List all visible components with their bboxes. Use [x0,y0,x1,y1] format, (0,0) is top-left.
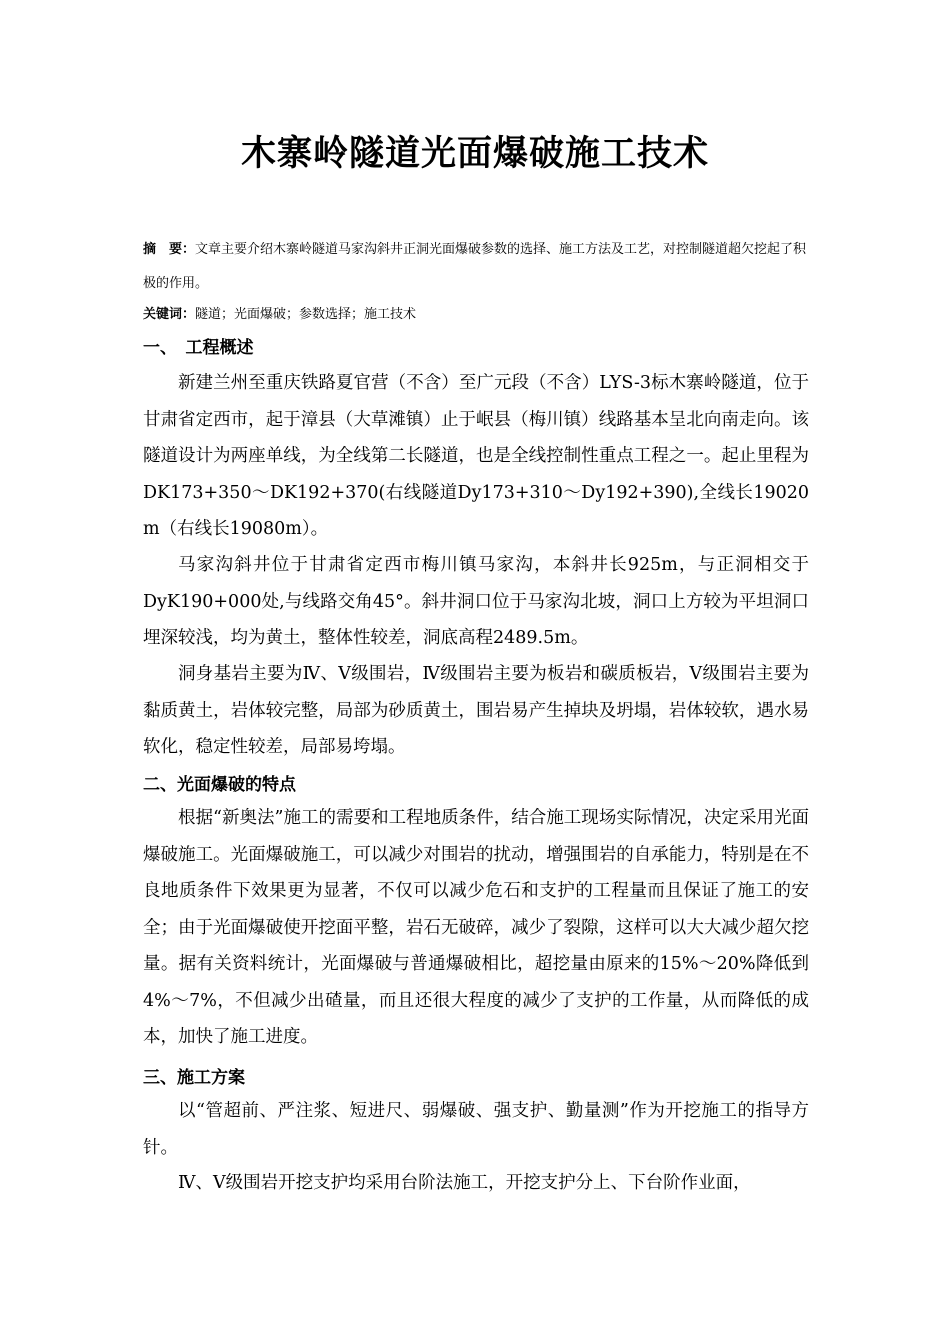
section-1-paragraph-2: 马家沟斜井位于甘肃省定西市梅川镇马家沟，本斜井长925m，与正洞相交于DyK190+000处,与线路交角45°。斜井洞口位于马家沟北坡，洞口上方较为平坦洞口埋深较浅，均为黄土，整体性较差，洞底高程2489.5m。 [143,555,809,648]
section-2-paragraph-1: 根据“新奥法”施工的需要和工程地质条件，结合施工现场实际情况，决定采用光面爆破施工。光面爆破施工，可以减少对围岩的扰动，增强围岩的自承能力，特别是在不良地质条件下效果更为显著，不仅可以减少危石和支护的工程量而且保证了施工的安全；由于光面爆破使开挖面平整，岩石无破碎，减少了裂隙，这样可以大大减少超欠挖量。据有关资料统计，光面爆破与普通爆破相比，超挖量由原来的15%～20%降低到4%～7%，不但减少出碴量，而且还很大程度的减少了支护的工作量，从而降低的成本，加快了施工进度。 [143,808,809,1047]
section-heading-2: 二、光面爆破的特点 [143,775,296,795]
document-title: 木寨岭隧道光面爆破施工技术 [240,134,709,174]
abstract-text: 文章主要介绍木寨岭隧道马家沟斜井正洞光面爆破参数的选择、施工方法及工艺，对控制隧道超欠挖起了积极的作用。 [143,242,807,291]
section-1-paragraph-3: 洞身基岩主要为Ⅳ、Ⅴ级围岩，Ⅳ级围岩主要为板岩和碳质板岩，Ⅴ级围岩主要为黏质黄土，岩体较完整，局部为砂质黄土，围岩易产生掉块及坍塌，岩体较软，遇水易软化，稳定性较差，局部易垮塌。 [143,664,809,757]
section-heading-3: 三、施工方案 [143,1068,245,1088]
abstract [143,233,813,301]
section-heading-1: 一、 工程概述 [143,338,254,358]
keywords [143,298,813,332]
abstract-label: 摘 要： [143,242,196,257]
keywords-label: 关键词： [143,307,196,322]
keywords-text: 隧道；光面爆破；参数选择；施工技术 [195,307,417,322]
section-3-paragraph-2: Ⅳ、Ⅴ级围岩开挖支护均采用台阶法施工，开挖支护分上、下台阶作业面， [178,1173,751,1193]
section-1-paragraph-1: 新建兰州至重庆铁路夏官营（不含）至广元段（不含）LYS-3标木寨岭隧道，位于甘肃省定西市，起于漳县（大草滩镇）止于岷县（梅川镇）线路基本呈北向南走向。该隧道设计为两座单线，为全线第二长隧道，也是全线控制性重点工程之一。起止里程为DK173+350～DK192+370(右线隧道Dy173+310～Dy192+390),全线长19020 m（右线长19080m）。 [143,373,809,539]
section-3-paragraph-1: 以“管超前、严注浆、短进尺、弱爆破、强支护、勤量测”作为开挖施工的指导方针。 [143,1101,809,1158]
